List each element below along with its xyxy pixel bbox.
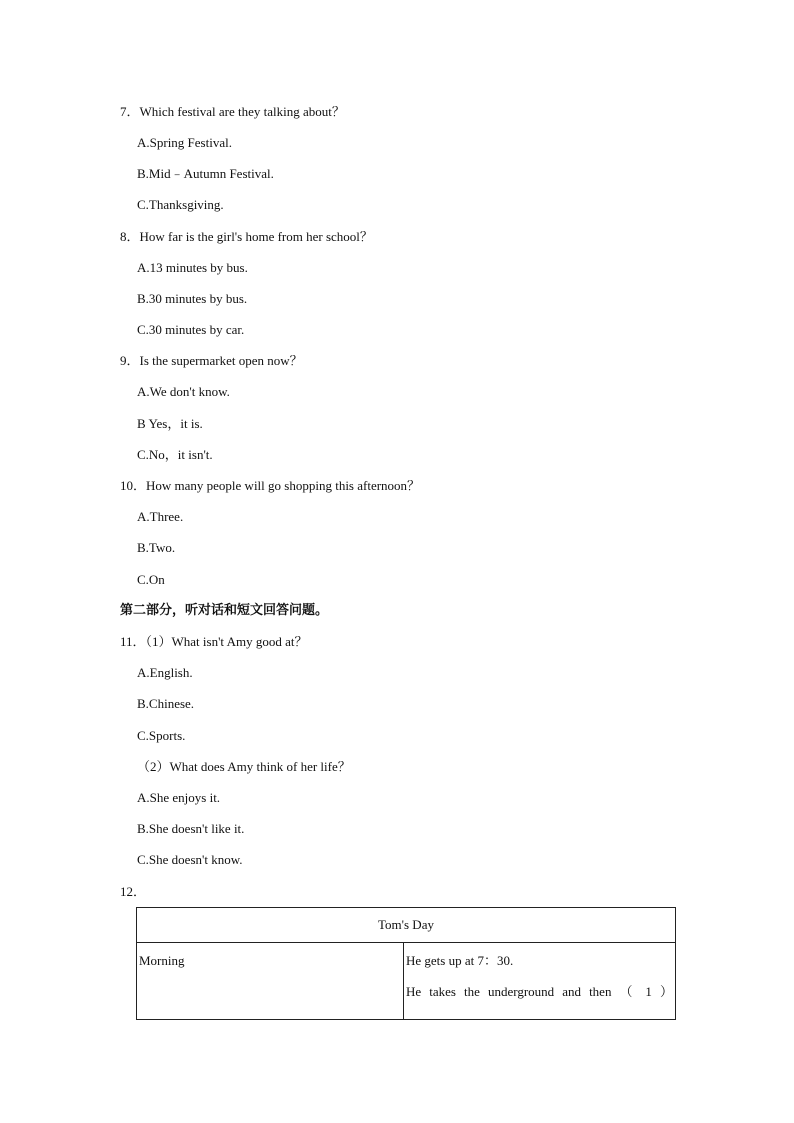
option-10a: A.Three. bbox=[137, 509, 184, 524]
question-12-number: 12． bbox=[120, 884, 147, 899]
option-10c: C.On bbox=[137, 572, 165, 587]
section-2-heading: 第二部分，听对话和短文回答问题。 bbox=[120, 603, 329, 618]
table-title: Tom's Day bbox=[137, 908, 676, 943]
content-line-1: He gets up at 7：30. bbox=[406, 953, 514, 968]
option-8c: C.30 minutes by car. bbox=[137, 322, 245, 337]
question-9: 9．Is the supermarket open now？ bbox=[120, 353, 303, 368]
option-11-1a: A.English. bbox=[137, 665, 193, 680]
option-8a: A.13 minutes by bus. bbox=[137, 260, 248, 275]
option-11-1b: B.Chinese. bbox=[137, 696, 195, 711]
table-title-row bbox=[137, 908, 676, 943]
option-7c: C.Thanksgiving. bbox=[137, 197, 224, 212]
option-9b: B Yes，it is. bbox=[137, 416, 203, 431]
question-11-part-2: （2）What does Amy think of her life？ bbox=[137, 759, 351, 774]
option-9c: C.No，it isn't. bbox=[137, 447, 213, 462]
table-row-label: Morning bbox=[137, 943, 404, 1020]
option-7a: A.Spring Festival. bbox=[137, 135, 232, 150]
content-line-2: He takes the underground and then （ 1 ） bbox=[406, 984, 673, 999]
option-11-2b: B.She doesn't like it. bbox=[137, 821, 245, 836]
question-8: 8．How far is the girl's home from her school？ bbox=[120, 229, 373, 244]
question-7: 7．Which festival are they talking about？ bbox=[120, 104, 345, 119]
option-11-2c: C.She doesn't know. bbox=[137, 852, 243, 867]
toms-day-table bbox=[136, 907, 676, 1020]
option-7b: B.Mid﹣Autumn Festival. bbox=[137, 166, 274, 181]
question-11-part-1: 11．（1）What isn't Amy good at？ bbox=[120, 634, 308, 649]
table-row-morning bbox=[137, 943, 676, 1020]
option-9a: A.We don't know. bbox=[137, 384, 230, 399]
option-11-1c: C.Sports. bbox=[137, 728, 186, 743]
option-10b: B.Two. bbox=[137, 540, 176, 555]
question-10: 10．How many people will go shopping this afternoon？ bbox=[120, 478, 421, 493]
table-row-content bbox=[404, 943, 676, 1020]
option-11-2a: A.She enjoys it. bbox=[137, 790, 221, 805]
option-8b: B.30 minutes by bus. bbox=[137, 291, 248, 306]
